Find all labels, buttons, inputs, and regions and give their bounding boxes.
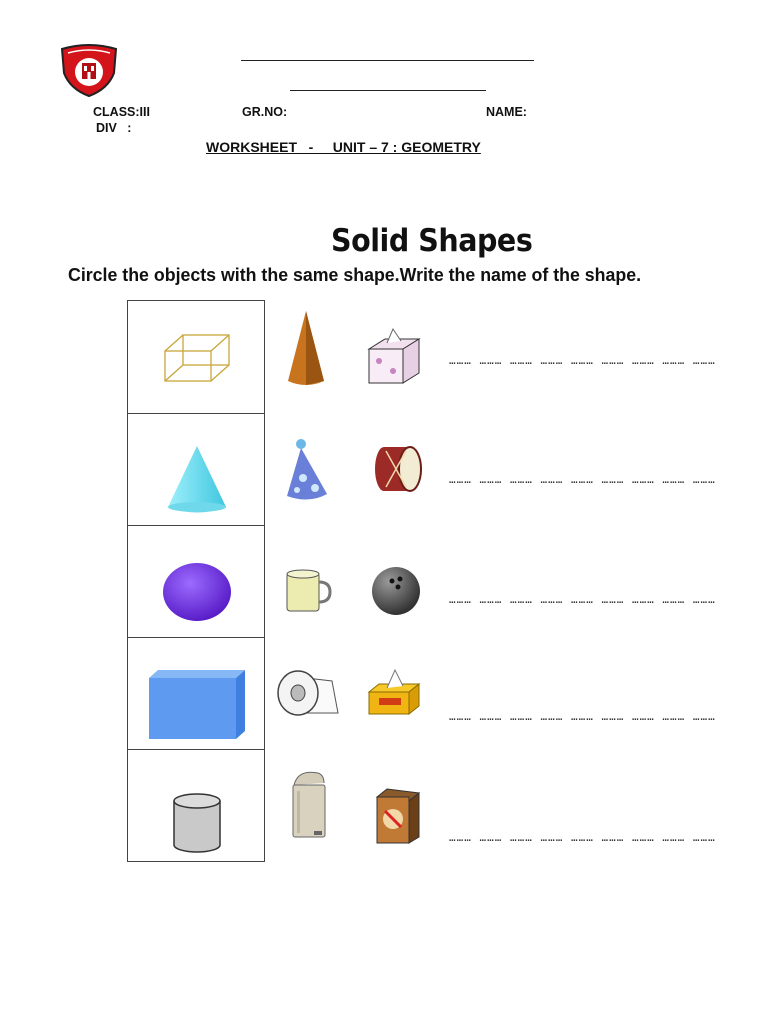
- grno-label: GR.NO:: [242, 105, 288, 119]
- answer-line-4[interactable]: ……… ……… ……… ……… ……… ……… ……… ……… ………: [449, 710, 716, 723]
- answer-line-1[interactable]: ……… ……… ……… ……… ……… ……… ……… ……… ………: [449, 354, 716, 367]
- cylinder-shape: [128, 750, 264, 861]
- shape-cell-1: [127, 300, 265, 414]
- shape-cell-2: [127, 413, 265, 526]
- div-label: DIV :: [96, 121, 132, 135]
- shape-cell-4: [127, 637, 265, 750]
- cuboid-wireframe-shape: [128, 301, 264, 413]
- cereal-box-icon[interactable]: [373, 787, 421, 845]
- answer-line-3[interactable]: ……… ……… ……… ……… ……… ……… ……… ……… ………: [449, 593, 716, 606]
- toilet-roll-icon[interactable]: [276, 667, 340, 721]
- class-label: CLASS:III: [93, 105, 150, 119]
- answer-line-2[interactable]: ……… ……… ……… ……… ……… ……… ……… ……… ………: [449, 473, 716, 486]
- shape-cell-5: [127, 749, 265, 862]
- page-heading: Solid Shapes: [331, 223, 533, 259]
- orange-cone-icon[interactable]: [282, 309, 330, 387]
- cone-shape: [128, 414, 264, 525]
- shape-cell-3: [127, 525, 265, 638]
- worksheet-title: WORKSHEET - UNIT – 7 : GEOMETRY: [206, 139, 481, 155]
- trash-bin-icon[interactable]: [288, 769, 330, 843]
- mug-icon[interactable]: [284, 568, 332, 614]
- school-logo: [58, 43, 120, 97]
- sphere-shape: [128, 526, 264, 637]
- instruction-text: Circle the objects with the same shape.Write the name of the shape.: [68, 264, 642, 285]
- cuboid-shape: [128, 638, 264, 749]
- drum-icon[interactable]: [370, 441, 424, 497]
- answer-line-5[interactable]: ……… ……… ……… ……… ……… ……… ……… ……… ………: [449, 831, 716, 844]
- header-line-2: [290, 90, 486, 91]
- tissue-box-icon-2[interactable]: [365, 668, 423, 720]
- party-hat-icon[interactable]: [283, 438, 331, 502]
- name-label: NAME:: [486, 105, 527, 119]
- header-line-1: [241, 60, 534, 61]
- bowling-ball-icon[interactable]: [370, 565, 422, 617]
- tissue-box-icon[interactable]: [365, 325, 423, 387]
